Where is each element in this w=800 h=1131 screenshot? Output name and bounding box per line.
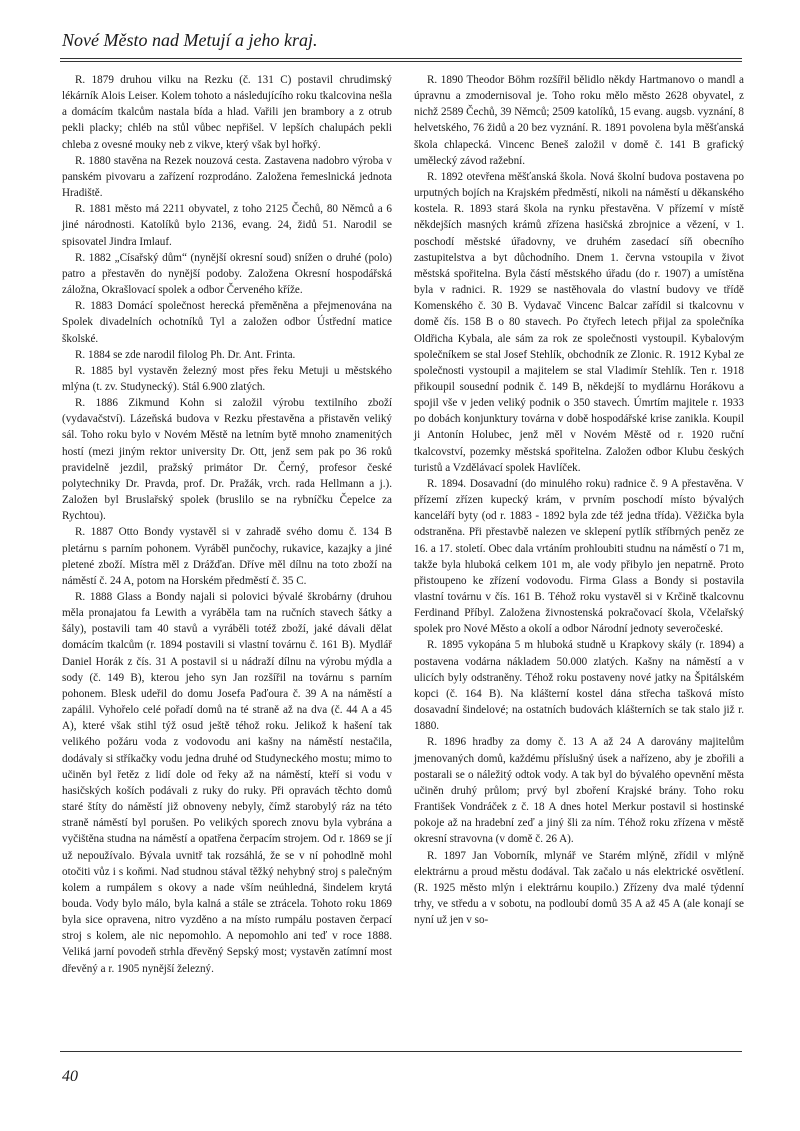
running-header-title: Nové Město nad Metují a jeho kraj. <box>62 30 318 50</box>
left-text-column <box>62 72 392 977</box>
paragraph-1895: R. 1895 vykopána 5 m hluboká studně u Krapkovy skály (r. 1894) a postavena vodárna nákladem 50.000 zlatých. Kašny na náměstí a v ulicích byly odstraněny. Téhož roku postaveny nové jatky na Špitálském kopci (č. 164 B). Na klášterní kostel dána střecha tašková místo dosavadní šindelové; na ostatních budovách klášterních se tak stalo již r. 1880. <box>414 639 744 733</box>
footer-rule <box>60 1051 742 1052</box>
paragraph-1887: R. 1887 Otto Bondy vystavěl si v zahradě svého domu č. 134 B pletárnu s parním pohonem. Vyráběl punčochy, rukavice, kazajky a jiné pletené zboží. Místra měl z Drážďan. Dříve měl dílnu na toto zboží na náměstí č. 24 A, potom na Horském předměstí č. 35 C. <box>62 526 392 587</box>
paragraph-1896: R. 1896 hradby za domy č. 13 A až 24 A darovány majitelům jmenovaných domů, každému příslušný úsek a nařízeno, aby je zbořili a postarali se o náležitý odtok vody. A tak byl do bývalého opevnění města učiněn druhý průlom; prvý byl zboření Krajské brány. Toho roku František Vondráček z č. 18 A dnes hotel Merkur postavil si hostinské pokoje až na hradební zeď a jiný šli za ním. Téhož roku zřízena v městě okresní stravovna (v domě č. 26 A). <box>414 736 744 846</box>
paragraph-1881: R. 1881 město má 2211 obyvatel, z toho 2125 Čechů, 80 Němců a 6 jiné národnosti. Katolíků bylo 2136, evang. 24, židů 51. Narodil se spisovatel Jindra Imlauf. <box>62 203 392 248</box>
header-rule-bottom <box>60 61 742 62</box>
page-number: 40 <box>62 1068 78 1085</box>
paragraph-1894: R. 1894. Dosavadní (do minulého roku) radnice č. 9 A přestavěna. V přízemí zřízen kupecký krám, v prvním poschodí místo bývalých kanceláří byty (od r. 1883 - 1892 byla zde též jedna třída). Věžička byla odstraněna. Při přestavbě nalezen ve sklepení pytlík stříbrných peněz ze 16. a 17. století. Obec dala vrtáním prohloubiti studnu na náměstí o 71 m, takže byla hluboká celkem 101 m, ale vody přibylo jen nepatrně. Proto přistoupeno ke zřízení vodovodu. Firma Glass a Bondy si postavila vlastní továrnu v čís. 161 B. Téhož roku vystavěl si v Krčině tkalcovnu Ferdinand Příbyl. Založena živnostenská pokračovací škola, Včelařský spolek pro Nové Město a okolí a odbor Národní jednoty severočeské. <box>414 477 744 636</box>
paragraph-1890: R. 1890 Theodor Böhm rozšířil bělidlo někdy Hartmanovo o mandl a úpravnu a zmodernisoval je. Toho roku mělo město 2628 obyvatel, z nichž 2589 Čechů, 39 Němců; 2509 katolíků, 15 evang. augsb. vyznání, 8 helvetského, 76 židů a 20 bez vyznání. R. 1891 povolena byla měšťanská škola chlapecká. Vincenc Beneš založil v domě č. 141 B grafický umělecký závod ražební. <box>414 74 744 167</box>
paragraph-1882: R. 1882 „Císařský dům“ (nynější okresní soud) snížen o druhé (polo) patro a přestavěn do nynější podoby. Založena Okresní hospodářská záložna, Okrašlovací spolek a odbor Červeného kříže. <box>62 251 392 297</box>
paragraph-1883: R. 1883 Domácí společnost herecká přeměněna a přejmenována na Spolek divadelních ochotníků Tyl a založen odbor Ústřední matice školské. <box>62 300 392 345</box>
paragraph-1884: R. 1884 se zde narodil filolog Ph. Dr. Ant. Frinta. <box>75 348 296 361</box>
right-text-column <box>414 72 744 928</box>
header-rule-top <box>60 58 742 59</box>
paragraph-1885: R. 1885 byl vystavěn železný most přes řeku Metuji u městského mlýna (t. zv. Studynecký). Stál 6.900 zlatých. <box>62 364 392 393</box>
paragraph-1886: R. 1886 Zikmund Kohn si založil výrobu textilního zboží (vydavačství). Lázeňská budova v Rezku přestavěna a přistavěn veliký sál. Toho roku bylo v Novém Městě na letním bytě mnoho znamenitých hostí (mezi jiným rektor university Dr. Ott, jenž sem pak po 36 roků pravidelně jezdil, pražský primátor Dr. Černý, profesor české polytechniky Dr. Pravda, prof. Dr. Pražák, vrch. rada Hellmann a j.). Založen byl Bruslařský spolek (bruslilo se na rybníčku Čepelce za Rychtou). <box>62 397 392 523</box>
paragraph-1879: R. 1879 druhou vilku na Rezku (č. 131 C) postavil chrudimský lékárník Alois Leiser. Kolem tohoto a následujícího roku tkalcovina nešla a domácím tkalcům nastala bída a hlad. Vařili jen brambory a z otrub pekli placky; chléb na stůl vůbec nepřišel. V lepších chalupách pekli chleba z ovesné mouky neb z vikve, který však byl hořký. <box>62 74 392 151</box>
paragraph-1897: R. 1897 Jan Voborník, mlynář ve Starém mlýně, zřídil v mlýně elektrárnu a proud městu dodával. Tak začalo u nás elektrické osvětlení. (R. 1925 město mlýn i elektrárnu koupilo.) Zřízeny dva malé týdenní trhy, ve středu a v sobotu, na podloubí domů 35 A až 45 A (ale konají se nyní už jen v so- <box>414 849 744 927</box>
paragraph-1888: R. 1888 Glass a Bondy najali si polovici bývalé škrobárny (druhou měla pronajatou fa Lewith a vyráběla tam na ručních stavech šátky a šály), postavili tam 40 stavů a vyráběli totéž zboží, jaké dávali dělat domácím tkalcům (r. 1894 postavili si vlastní továrnu č. 161 B). Mydlář Daniel Horák z čís. 31 A postavil si u nádraží dílnu na výrobu mýdla a sody (č. 149 B), kterou jeho syn Jan rozšířil na továrnu s parním pohonem. Blesk udeřil do domu Josefa Paďoura č. 39 A na náměstí a zapálil. Vyhořelo celé pořadí domů na té straně až na dva (č. 44 A a 45 A), které však stihl týž osud ještě téhož roku. Jelikož k hašení tak velikého požáru voda z vodovodu ani kašny na náměstí nestačila, dodávaly si stříkačky vodu jedna druhé od Studyneckého mostu; mimo to učiněn byl řetěz z lidí dole od řeky až na náměstí, kteří si vodu v hasičských koších podávali z ruky do ruky. Při opravách těchto domů staré štíty do náměstí již obnoveny nebyly, čímž starobylý ráz na této straně náměstí byl porušen. Po velikých sporech znovu byla vybrána a vyčištěna studna na náměstí a opatřena čerpacím strojem. Od r. 1869 se jí už nepoužívalo. Bývala uvnitř tak rozsáhlá, že se v ní pohodlně mohl otočiti vůz i s koňmi. Nad studnou stával těžký nehybný stroj s palečným kolem a rumpálem s okovy a nade vším neúhledná, šindelem krytá bouda. Vody bylo málo, byla kalná a stále se ztrácela. Tohoto roku 1869 byla sice opravena, nitro vyzděno a na místo rumpálu postaven čerpací stroj s kolem, ale nic nepomohlo. A nepomohlo ani teď v roce 1888. Veliká jarní povodeň strhla dřevěný Sepský most; vystavěn zatímní most dřevěný a r. 1905 nynější železný. <box>62 591 392 975</box>
paragraph-1892: R. 1892 otevřena měšťanská škola. Nová školní budova postavena po urputných bojích na Krajském předměstí, nikoli na náměstí u děkanského kostela. R. 1893 stará škola na rynku přestavěna. V přízemí v místě někdejších masných krámů zřízena hasičská zbrojnice a vězení, v 1. poschodí městské úřadovny, ve druhém zasedací síň obecního zastupitelstva a byt důchodního. Dnem 1. června vstoupila v život městská spořitelna. Byla částí městského úřadu (do r. 1907) a umístěna byla v radnici. R. 1929 se nastěhovala do vlastní budovy ve třídě Komenského č. 30 B. Vydavač Vincenc Balcar zařídil si tkalcovnu v domě čís. 158 B o 80 stavech. Po čtyřech letech přijal za společníka Oldřicha Kybala, ale sám za rok ze společnosti vystoupil. Kybalovým společníkem se stal Josef Stehlík, obchodník ze Zlonic. R. 1912 Kybal ze společnosti vystoupil a majitelem se stal Vladimír Stehlík. Ten r. 1918 přikoupil sousední podnik č. 149 B, někdejší to mydlárnu Horákovu a spojil vše v jeden veliký podnik o 350 stavech. Úmrtím majitele r. 1933 po dobách konjunktury továrna v době hospodářské krise zanikla. Koupil ji Antonín Holubec, jenž měl v Novém Městě od r. 1920 ruční tkalcovství, pozemky městská spořitelna. Založen odbor Klubu českých turistů a Vzdělávací spolek Havlíček. <box>414 170 744 474</box>
paragraph-1880: R. 1880 stavěna na Rezek nouzová cesta. Zastavena nadobro výroba v panském pivovaru a zařízení rozprodáno. Založena řemeslnická jednota Hradiště. <box>62 154 392 200</box>
